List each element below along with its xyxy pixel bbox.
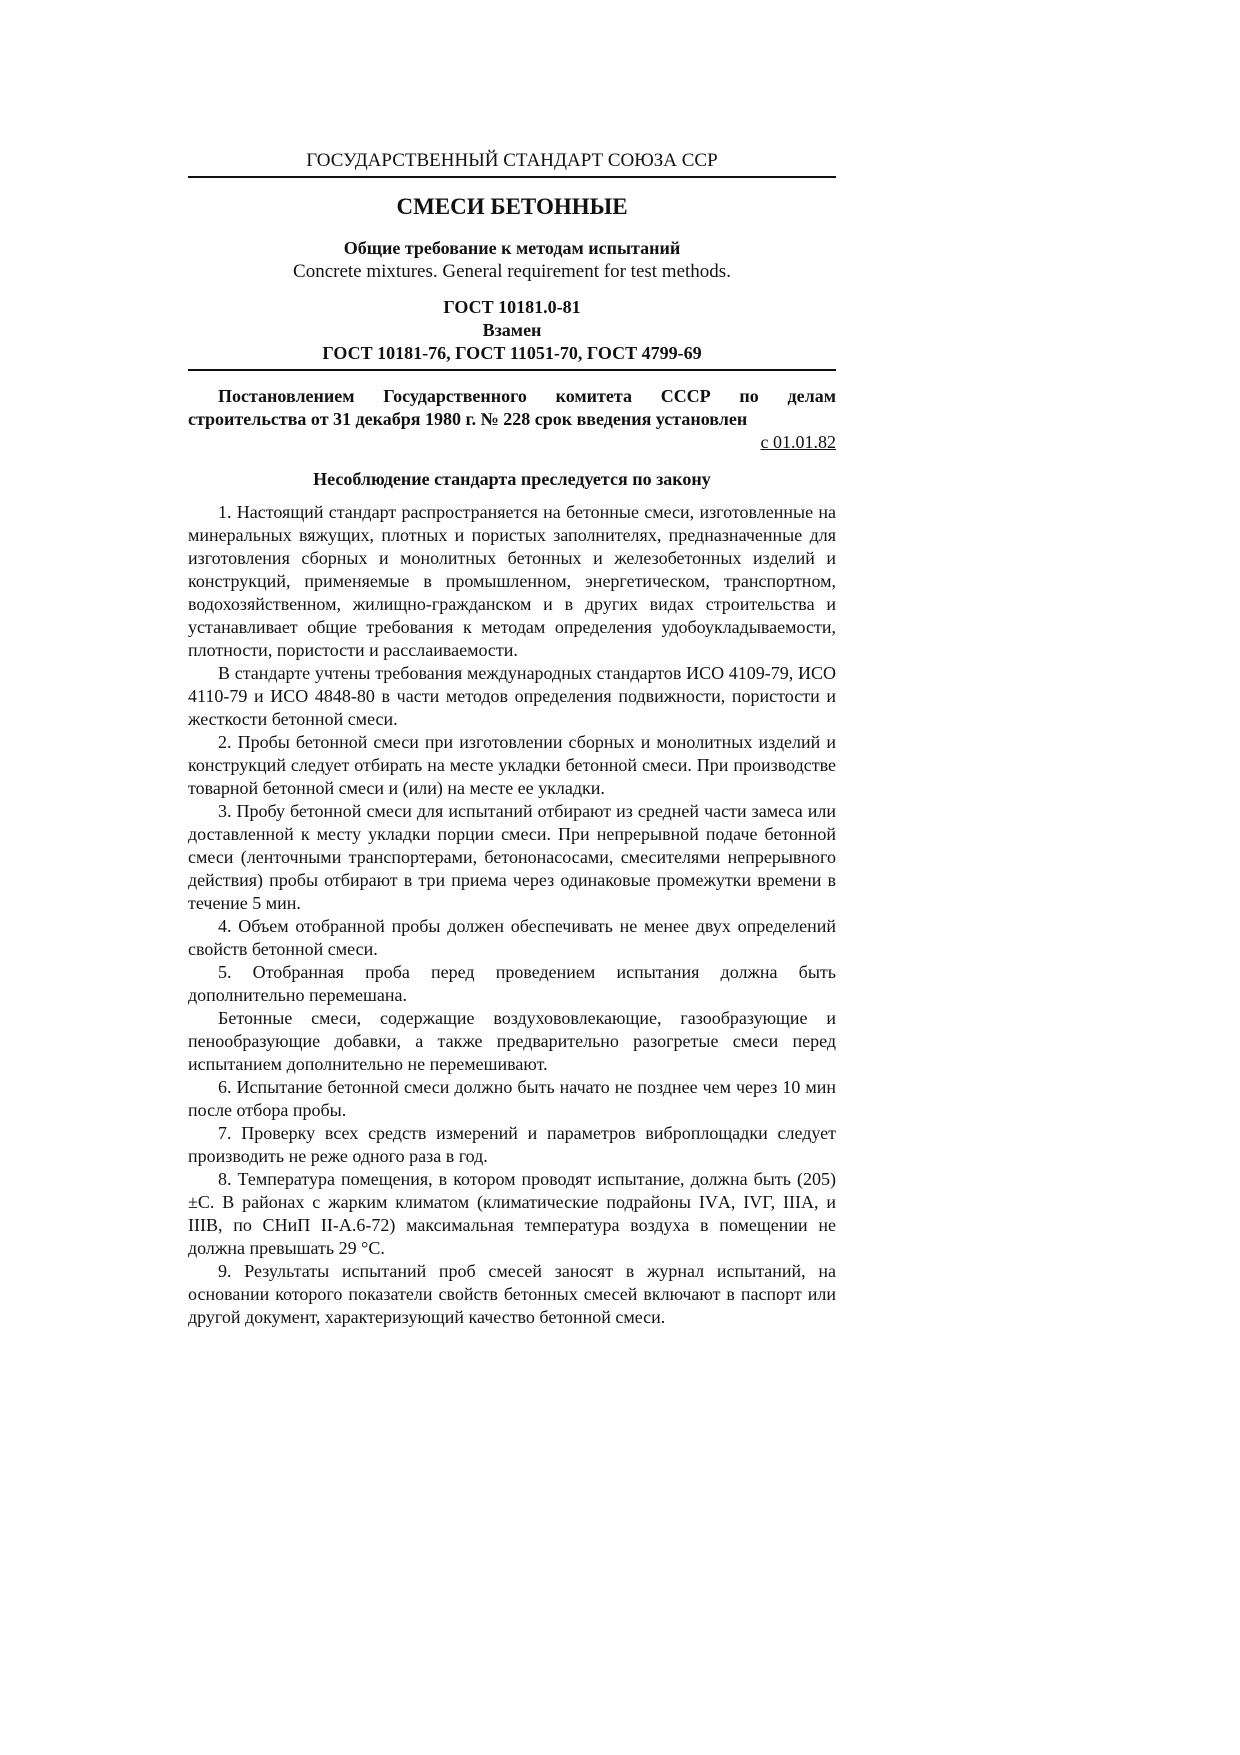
paragraph-3: 3. Пробу бетонной смеси для испытаний отбирают из средней части замеса или доставленной к месту укладки порции смеси. При непрерывной подаче бетонной смеси (ленточными транспортерами, бетононасосами, смесителями непрерывного действия) пробы отбирают в три приема через одинаковые промежутки времени в течение 5 мин. bbox=[188, 801, 836, 913]
paragraph-7: 7. Проверку всех средств измерений и параметров виброплощадки следует производить не реже одного раза в год. bbox=[188, 1123, 836, 1166]
replaced-standards: ГОСТ 10181-76, ГОСТ 11051-70, ГОСТ 4799-69 bbox=[322, 343, 702, 363]
paragraph-5-additives: Бетонные смеси, содержащие воздухововлекающие, газообразующие и пенообразующие добавки, а также предварительно разогретые смеси перед испытанием дополнительно не перемешивают. bbox=[188, 1008, 836, 1074]
decree-text: Постановлением Государственного комитета СССР по делам строительства от 31 декабря 1980 г. № 228 срок введения установлен bbox=[188, 386, 836, 429]
subtitle-russian: Общие требование к методам испытаний bbox=[343, 238, 681, 258]
body-text bbox=[188, 501, 836, 1329]
paragraph-9: 9. Результаты испытаний проб смесей заносят в журнал испытаний, на основании которого показатели свойств бетонных смесей включают в паспорт или другой документ, характеризующий качество бетонной смеси. bbox=[188, 1261, 836, 1327]
effective-date: с 01.01.82 bbox=[760, 432, 836, 452]
legal-notice: Несоблюдение стандарта преследуется по закону bbox=[313, 469, 711, 489]
paragraph-8: 8. Температура помещения, в котором проводят испытание, должна быть (205) ±С. В районах с жарким климатом (климатические подрайоны IVА, IVГ, IIIА, и IIIВ, по СНиП II-А.6-72) максимальная температура воздуха в помещении не должна превышать 29 °С. bbox=[188, 1169, 836, 1258]
paragraph-1-iso: В стандарте учтены требования международных стандартов ИСО 4109-79, ИСО 4110-79 и ИСО 4848-80 в части методов определения подвижности, пористости и жесткости бетонной смеси. bbox=[188, 663, 836, 729]
state-standard-header: ГОСУДАРСТВЕННЫЙ СТАНДАРТ СОЮЗА ССР bbox=[188, 148, 836, 178]
paragraph-6: 6. Испытание бетонной смеси должно быть начато не позднее чем через 10 мин после отбора пробы. bbox=[188, 1077, 836, 1120]
gost-number: ГОСТ 10181.0-81 bbox=[443, 297, 581, 317]
document-title: СМЕСИ БЕТОННЫЕ bbox=[396, 194, 628, 219]
subtitle-english: Concrete mixtures. General requirement for test methods. bbox=[293, 261, 731, 282]
document-page bbox=[188, 148, 836, 1329]
replaces-label: Взамен bbox=[482, 320, 542, 340]
paragraph-5: 5. Отобранная проба перед проведением испытания должна быть дополнительно перемешана. bbox=[188, 962, 836, 1005]
paragraph-4: 4. Объем отобранной пробы должен обеспечивать не менее двух определений свойств бетонной смеси. bbox=[188, 916, 836, 959]
paragraph-1: 1. Настоящий стандарт распространяется на бетонные смеси, изготовленные на минеральных вяжущих, плотных и пористых заполнителях, предназначенные для изготовления сборных и монолитных бетонных и железобетонных изделий и конструкций, применяемые в промышленном, энергетическом, транспортном, водохозяйственном, жилищно-гражданском и в других видах строительства и устанавливает общие требования к методам определения удобоукладываемости, плотности, пористости и расслаиваемости. bbox=[188, 502, 836, 660]
paragraph-2: 2. Пробы бетонной смеси при изготовлении сборных и монолитных изделий и конструкций следует отбирать на месте укладки бетонной смеси. При производстве товарной бетонной смеси и (или) на месте ее укладки. bbox=[188, 732, 836, 798]
gost-designation-block bbox=[188, 296, 836, 371]
